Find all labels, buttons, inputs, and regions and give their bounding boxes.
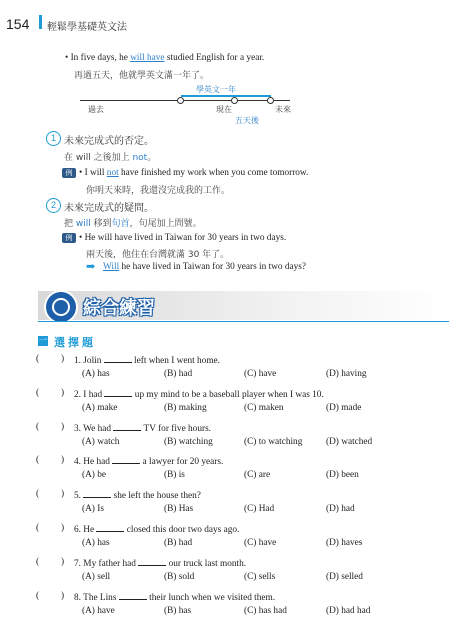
question-number: 8. bbox=[74, 592, 84, 603]
answer-blank bbox=[138, 557, 166, 566]
answer-paren-close: ) bbox=[61, 421, 65, 432]
answer-paren-close: ) bbox=[61, 556, 65, 567]
option-c: (C) sells bbox=[244, 571, 276, 582]
option-c: (C) Had bbox=[244, 504, 275, 515]
timeline-future: 未來 bbox=[275, 105, 291, 114]
rule-description bbox=[64, 150, 156, 163]
option-b: (B) Has bbox=[164, 504, 194, 515]
timeline-tick-start bbox=[177, 97, 184, 104]
question-text bbox=[74, 523, 239, 535]
option-d: (D) watched bbox=[326, 436, 373, 447]
timeline-axis bbox=[80, 100, 290, 101]
book-title: 輕鬆學基礎英文法 bbox=[47, 22, 127, 33]
option-c: (C) are bbox=[244, 470, 271, 481]
question-number: 6. bbox=[74, 525, 84, 535]
answer-paren-close: ) bbox=[61, 523, 65, 533]
answer-paren-open: ( bbox=[36, 455, 40, 466]
question-post: a lawyer for 20 years. bbox=[140, 457, 224, 468]
answer-paren-open: ( bbox=[36, 354, 40, 364]
option-a: (A) Is bbox=[82, 504, 104, 515]
rule-desc-highlight: will bbox=[75, 219, 91, 229]
rule-desc-pre: 在 will 之後加上 bbox=[64, 153, 133, 163]
option-c: (C) have bbox=[244, 369, 277, 379]
rule-desc-highlight: not bbox=[132, 153, 148, 163]
target-icon-ring bbox=[52, 298, 70, 316]
option-d: (D) had had bbox=[326, 605, 371, 616]
timeline-past: 過去 bbox=[88, 105, 104, 114]
answer-paren-close: ) bbox=[61, 455, 65, 466]
question-post: TV for five hours. bbox=[141, 423, 212, 434]
question-text bbox=[74, 455, 223, 467]
timeline-span-label: 學英文一年 bbox=[196, 85, 236, 94]
section-title: 綜合練習 bbox=[83, 298, 155, 319]
question-pre: Jolin bbox=[83, 356, 104, 366]
question-text bbox=[74, 591, 275, 603]
option-c: (C) have bbox=[244, 538, 277, 548]
rule-description bbox=[64, 216, 202, 229]
question-number: 5. bbox=[74, 491, 84, 502]
timeline-tick-now bbox=[231, 97, 238, 104]
question-number: 4. bbox=[74, 457, 84, 468]
rule-example-translation: 兩天後，他住在台灣就滿 30 年了。 bbox=[86, 250, 230, 260]
question-text bbox=[74, 422, 211, 434]
option-b: (B) watching bbox=[164, 436, 213, 447]
rule-desc-pre: 把 bbox=[64, 219, 76, 229]
option-c: (C) has had bbox=[244, 605, 287, 616]
rule-example-pre: • I will bbox=[79, 168, 107, 178]
question-pre: He bbox=[83, 525, 97, 535]
arrow-icon: ➡ bbox=[86, 261, 96, 273]
question-text bbox=[74, 354, 220, 366]
question-post: closed this door two days ago. bbox=[124, 525, 240, 535]
rule-question-sentence bbox=[103, 262, 306, 272]
question-post: left when I went home. bbox=[131, 356, 220, 366]
option-b: (B) making bbox=[164, 402, 207, 413]
option-d: (D) been bbox=[326, 470, 359, 481]
question-text bbox=[74, 489, 201, 501]
rule-title: 未來完成式的疑問。 bbox=[64, 203, 154, 214]
page-number: 154 bbox=[6, 16, 30, 32]
rule-number-badge: 1 bbox=[46, 131, 61, 146]
rule-example-sentence bbox=[79, 168, 308, 178]
option-c: (C) to watching bbox=[244, 436, 303, 447]
timeline-span-bar bbox=[181, 95, 271, 97]
subsection-title: 選擇題 bbox=[54, 336, 96, 349]
example-sentence-pre: • In five days, he bbox=[65, 53, 131, 63]
option-b: (B) has bbox=[164, 605, 192, 616]
rule-question-post: he have lived in Taiwan for 30 years in two days? bbox=[119, 262, 307, 272]
question-number: 1. bbox=[74, 356, 84, 366]
option-a: (A) have bbox=[82, 605, 115, 616]
subsection-number: 一 bbox=[38, 336, 48, 346]
option-a: (A) make bbox=[82, 402, 118, 413]
question-post: up my mind to be a baseball player when I was 10. bbox=[132, 389, 324, 400]
rule-question-highlight: Will bbox=[103, 262, 120, 272]
example-highlight: will have bbox=[130, 53, 165, 63]
rule-desc-highlight: 句首 bbox=[111, 219, 130, 229]
question-post: she left the house then? bbox=[111, 491, 201, 502]
answer-blank bbox=[112, 455, 140, 464]
option-d: (D) had bbox=[326, 504, 355, 515]
option-c: (C) maken bbox=[244, 402, 284, 413]
answer-blank bbox=[83, 489, 111, 498]
timeline-five-days: 五天後 bbox=[235, 116, 259, 125]
rule-example-post: have finished my work when you come tomorrow. bbox=[118, 168, 309, 178]
answer-paren-close: ) bbox=[61, 590, 65, 601]
rule-example-sentence: • He will have lived in Taiwan for 30 years in two days. bbox=[79, 233, 287, 243]
rule-number-badge: 2 bbox=[46, 198, 61, 213]
answer-blank bbox=[119, 591, 147, 600]
option-b: (B) had bbox=[164, 369, 193, 379]
example-translation: 再過五天，他就學英文滿一年了。 bbox=[74, 71, 210, 81]
question-number: 7. bbox=[74, 558, 84, 569]
option-a: (A) be bbox=[82, 470, 107, 481]
option-b: (B) had bbox=[164, 538, 193, 548]
rule-title: 未來完成式的否定。 bbox=[64, 136, 154, 147]
question-pre: The Lins bbox=[83, 592, 119, 603]
option-a: (A) has bbox=[82, 369, 110, 379]
answer-paren-open: ( bbox=[36, 590, 40, 601]
example-pencil-icon: 例 bbox=[62, 168, 76, 178]
option-d: (D) made bbox=[326, 402, 362, 413]
answer-paren-close: ) bbox=[61, 387, 65, 398]
section-divider bbox=[38, 321, 449, 322]
example-sentence bbox=[65, 53, 264, 63]
rule-desc-post: 。 bbox=[147, 153, 157, 163]
answer-paren-open: ( bbox=[36, 387, 40, 398]
question-number: 2. bbox=[74, 389, 84, 400]
answer-blank bbox=[96, 523, 124, 532]
option-a: (A) has bbox=[82, 538, 110, 548]
answer-paren-open: ( bbox=[36, 489, 40, 500]
option-d: (D) having bbox=[326, 369, 367, 379]
answer-paren-open: ( bbox=[36, 523, 40, 533]
option-a: (A) watch bbox=[82, 436, 120, 447]
rule-desc-mid: 移到 bbox=[90, 219, 112, 229]
answer-paren-close: ) bbox=[61, 489, 65, 500]
option-d: (D) selled bbox=[326, 571, 363, 582]
question-pre: He had bbox=[83, 457, 113, 468]
question-text bbox=[74, 557, 246, 569]
answer-paren-close: ) bbox=[61, 354, 65, 364]
example-sentence-post: studied English for a year. bbox=[164, 53, 265, 63]
answer-blank bbox=[104, 388, 132, 397]
option-b: (B) sold bbox=[164, 571, 195, 582]
question-pre: I had bbox=[83, 389, 105, 400]
question-post: our truck last month. bbox=[166, 558, 247, 569]
question-post: their lunch when we visited them. bbox=[146, 592, 276, 603]
rule-example-highlight: not bbox=[106, 168, 119, 178]
answer-blank bbox=[104, 354, 132, 363]
rule-desc-post: ，句尾加上問號。 bbox=[129, 219, 202, 229]
question-text bbox=[74, 388, 324, 400]
option-b: (B) is bbox=[164, 470, 185, 481]
timeline-now: 現在 bbox=[216, 105, 232, 114]
question-number: 3. bbox=[74, 423, 84, 434]
timeline-tick-end bbox=[267, 97, 274, 104]
header-accent-bar bbox=[39, 15, 42, 29]
example-pencil-icon: 例 bbox=[62, 233, 76, 243]
answer-paren-open: ( bbox=[36, 556, 40, 567]
question-pre: We had bbox=[83, 423, 114, 434]
answer-blank bbox=[113, 422, 141, 431]
option-d: (D) haves bbox=[326, 538, 363, 548]
question-pre: My father had bbox=[83, 558, 139, 569]
rule-example-translation: 你明天來時，我還沒完成我的工作。 bbox=[86, 186, 231, 196]
option-a: (A) sell bbox=[82, 571, 111, 582]
answer-paren-open: ( bbox=[36, 421, 40, 432]
